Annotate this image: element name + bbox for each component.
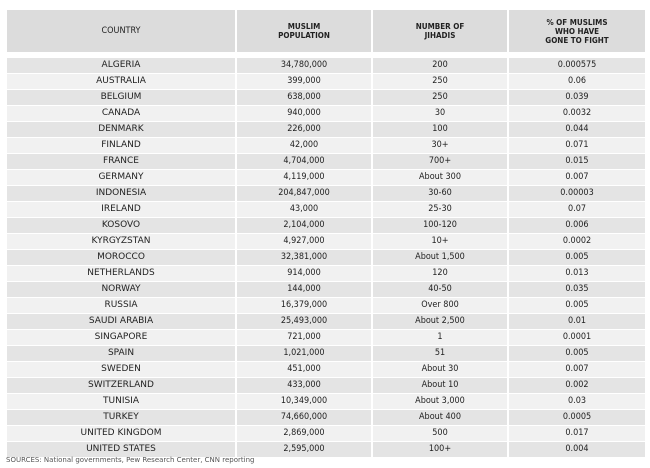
cell-number-of-jihadis: 51	[373, 346, 507, 362]
table-row	[7, 218, 645, 234]
cell-country: GERMANY	[7, 170, 235, 186]
cell-percent-gone-to-fight: 0.0005	[509, 410, 645, 426]
table-row	[7, 106, 645, 122]
cell-muslim-population: 721,000	[237, 330, 371, 346]
table-row	[7, 202, 645, 218]
cell-number-of-jihadis: About 30	[373, 362, 507, 378]
cell-muslim-population: 2,595,000	[237, 442, 371, 458]
table-row	[7, 426, 645, 442]
table-row	[7, 154, 645, 170]
cell-number-of-jihadis: 250	[373, 90, 507, 106]
cell-percent-gone-to-fight: 0.03	[509, 394, 645, 410]
cell-number-of-jihadis: About 300	[373, 170, 507, 186]
cell-country: SWITZERLAND	[7, 378, 235, 394]
cell-number-of-jihadis: 700+	[373, 154, 507, 170]
header-muslim-population	[237, 10, 371, 52]
cell-country: DENMARK	[7, 122, 235, 138]
table-row	[7, 186, 645, 202]
cell-country: SAUDI ARABIA	[7, 314, 235, 330]
header-percent-line-1: % OF MUSLIMS	[546, 17, 608, 27]
cell-number-of-jihadis: About 2,500	[373, 314, 507, 330]
cell-muslim-population: 42,000	[237, 138, 371, 154]
muslim-jihadis-table	[5, 10, 647, 458]
header-country: COUNTRY	[7, 10, 235, 52]
table-row	[7, 362, 645, 378]
table-row	[7, 58, 645, 74]
cell-percent-gone-to-fight: 0.000575	[509, 58, 645, 74]
cell-muslim-population: 74,660,000	[237, 410, 371, 426]
table-row	[7, 330, 645, 346]
cell-muslim-population: 2,104,000	[237, 218, 371, 234]
table-header	[7, 10, 645, 58]
cell-percent-gone-to-fight: 0.005	[509, 250, 645, 266]
header-population-line-2: POPULATION	[278, 31, 330, 40]
sources-note: SOURCES: National governments, Pew Research Center, CNN reporting	[6, 456, 255, 464]
cell-percent-gone-to-fight: 0.005	[509, 346, 645, 362]
cell-number-of-jihadis: 100+	[373, 442, 507, 458]
cell-percent-gone-to-fight: 0.005	[509, 298, 645, 314]
cell-percent-gone-to-fight: 0.00003	[509, 186, 645, 202]
cell-percent-gone-to-fight: 0.004	[509, 442, 645, 458]
cell-country: ALGERIA	[7, 58, 235, 74]
cell-percent-gone-to-fight: 0.0001	[509, 330, 645, 346]
cell-muslim-population: 226,000	[237, 122, 371, 138]
cell-muslim-population: 34,780,000	[237, 58, 371, 74]
header-percent-line-2: WHO HAVE	[554, 26, 600, 36]
cell-percent-gone-to-fight: 0.002	[509, 378, 645, 394]
cell-percent-gone-to-fight: 0.07	[509, 202, 645, 218]
cell-muslim-population: 204,847,000	[237, 186, 371, 202]
cell-country: KYRGYZSTAN	[7, 234, 235, 250]
cell-number-of-jihadis: About 10	[373, 378, 507, 394]
cell-number-of-jihadis: 500	[373, 426, 507, 442]
table-row	[7, 394, 645, 410]
cell-country: TURKEY	[7, 410, 235, 426]
header-percent-line-3: GONE TO FIGHT	[545, 35, 609, 45]
cell-muslim-population: 2,869,000	[237, 426, 371, 442]
cell-muslim-population: 940,000	[237, 106, 371, 122]
cell-percent-gone-to-fight: 0.017	[509, 426, 645, 442]
cell-number-of-jihadis: 30+	[373, 138, 507, 154]
cell-number-of-jihadis: 200	[373, 58, 507, 74]
cell-muslim-population: 10,349,000	[237, 394, 371, 410]
header-percent-gone-to-fight	[509, 10, 645, 52]
table-body	[7, 58, 645, 458]
cell-number-of-jihadis: Over 800	[373, 298, 507, 314]
cell-percent-gone-to-fight: 0.0032	[509, 106, 645, 122]
cell-percent-gone-to-fight: 0.0002	[509, 234, 645, 250]
cell-country: NETHERLANDS	[7, 266, 235, 282]
cell-muslim-population: 16,379,000	[237, 298, 371, 314]
table-row	[7, 90, 645, 106]
cell-percent-gone-to-fight: 0.007	[509, 170, 645, 186]
cell-muslim-population: 4,704,000	[237, 154, 371, 170]
cell-country: AUSTRALIA	[7, 74, 235, 90]
cell-muslim-population: 1,021,000	[237, 346, 371, 362]
cell-muslim-population: 43,000	[237, 202, 371, 218]
table-row	[7, 250, 645, 266]
cell-muslim-population: 399,000	[237, 74, 371, 90]
cell-muslim-population: 638,000	[237, 90, 371, 106]
cell-muslim-population: 25,493,000	[237, 314, 371, 330]
cell-number-of-jihadis: 120	[373, 266, 507, 282]
cell-number-of-jihadis: 100-120	[373, 218, 507, 234]
header-number-of-jihadis	[373, 10, 507, 52]
table-row	[7, 266, 645, 282]
header-population-line-1: MUSLIM	[287, 22, 321, 31]
cell-muslim-population: 4,119,000	[237, 170, 371, 186]
cell-country: TUNISIA	[7, 394, 235, 410]
cell-percent-gone-to-fight: 0.035	[509, 282, 645, 298]
cell-country: INDONESIA	[7, 186, 235, 202]
cell-country: BELGIUM	[7, 90, 235, 106]
table-row	[7, 314, 645, 330]
cell-number-of-jihadis: 30-60	[373, 186, 507, 202]
header-jihadis-line-1: NUMBER OF	[415, 22, 465, 31]
cell-number-of-jihadis: 40-50	[373, 282, 507, 298]
cell-muslim-population: 32,381,000	[237, 250, 371, 266]
cell-percent-gone-to-fight: 0.013	[509, 266, 645, 282]
table-row	[7, 234, 645, 250]
cell-percent-gone-to-fight: 0.01	[509, 314, 645, 330]
table-row	[7, 282, 645, 298]
cell-muslim-population: 914,000	[237, 266, 371, 282]
cell-number-of-jihadis: 10+	[373, 234, 507, 250]
data-table-container	[5, 10, 645, 458]
cell-muslim-population: 433,000	[237, 378, 371, 394]
cell-muslim-population: 144,000	[237, 282, 371, 298]
table-row	[7, 74, 645, 90]
cell-percent-gone-to-fight: 0.015	[509, 154, 645, 170]
cell-country: FINLAND	[7, 138, 235, 154]
cell-country: SWEDEN	[7, 362, 235, 378]
cell-number-of-jihadis: 100	[373, 122, 507, 138]
header-jihadis-line-2: JIHADIS	[424, 31, 456, 40]
cell-number-of-jihadis: 25-30	[373, 202, 507, 218]
cell-percent-gone-to-fight: 0.06	[509, 74, 645, 90]
cell-percent-gone-to-fight: 0.039	[509, 90, 645, 106]
cell-number-of-jihadis: 250	[373, 74, 507, 90]
cell-country: UNITED KINGDOM	[7, 426, 235, 442]
cell-country: SPAIN	[7, 346, 235, 362]
cell-country: CANADA	[7, 106, 235, 122]
cell-percent-gone-to-fight: 0.007	[509, 362, 645, 378]
cell-country: FRANCE	[7, 154, 235, 170]
cell-number-of-jihadis: 30	[373, 106, 507, 122]
cell-country: NORWAY	[7, 282, 235, 298]
table-row	[7, 138, 645, 154]
cell-percent-gone-to-fight: 0.071	[509, 138, 645, 154]
cell-country: KOSOVO	[7, 218, 235, 234]
cell-country: RUSSIA	[7, 298, 235, 314]
cell-number-of-jihadis: 1	[373, 330, 507, 346]
cell-percent-gone-to-fight: 0.044	[509, 122, 645, 138]
cell-muslim-population: 451,000	[237, 362, 371, 378]
cell-percent-gone-to-fight: 0.006	[509, 218, 645, 234]
cell-country: SINGAPORE	[7, 330, 235, 346]
cell-country: UNITED STATES	[7, 442, 235, 458]
table-row	[7, 378, 645, 394]
table-row	[7, 410, 645, 426]
cell-number-of-jihadis: About 3,000	[373, 394, 507, 410]
cell-number-of-jihadis: About 1,500	[373, 250, 507, 266]
cell-country: MOROCCO	[7, 250, 235, 266]
table-row	[7, 346, 645, 362]
cell-muslim-population: 4,927,000	[237, 234, 371, 250]
table-row	[7, 298, 645, 314]
cell-country: IRELAND	[7, 202, 235, 218]
table-row	[7, 122, 645, 138]
table-row	[7, 170, 645, 186]
cell-number-of-jihadis: About 400	[373, 410, 507, 426]
